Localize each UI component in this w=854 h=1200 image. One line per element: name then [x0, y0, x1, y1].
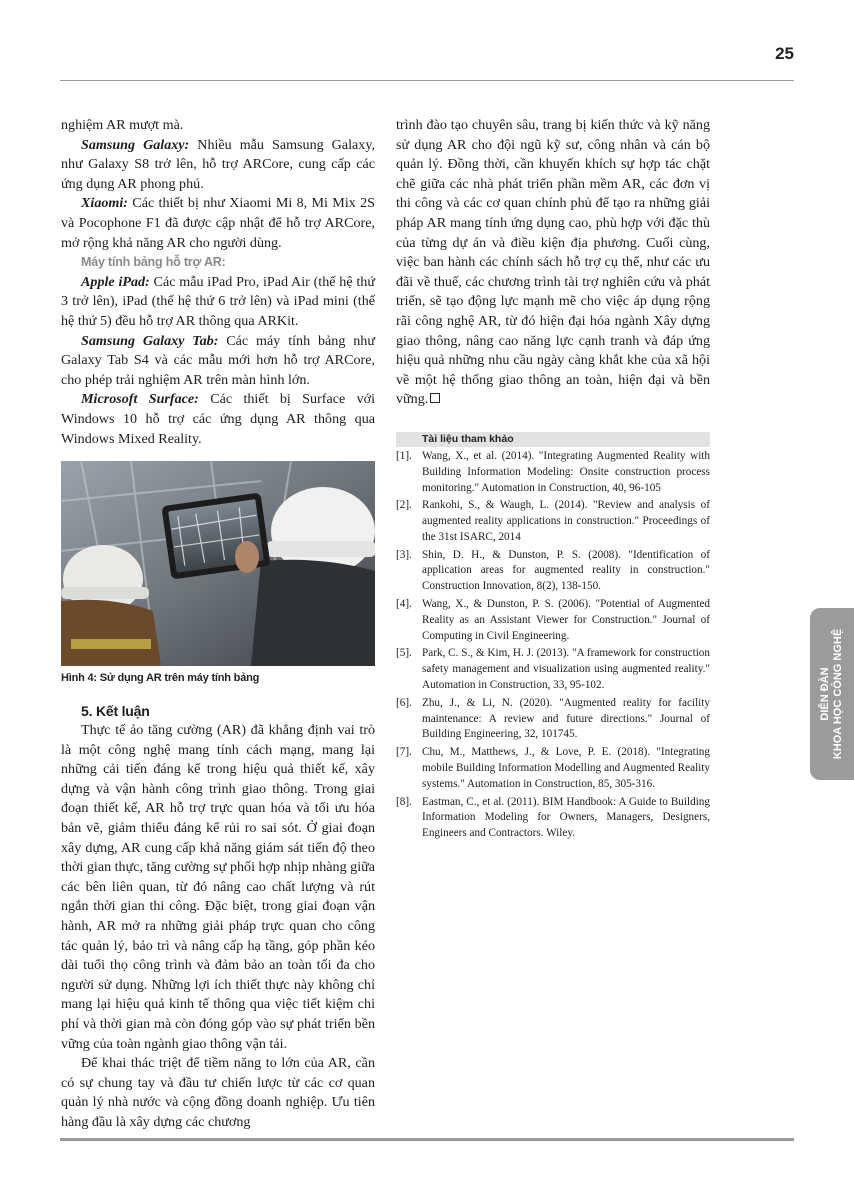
side-tab-label [819, 629, 845, 759]
device-term: Xiaomi: [81, 195, 128, 212]
device-item-apple-ipad [61, 273, 375, 332]
device-item-xiaomi [61, 194, 375, 253]
reference-number: [2]. [396, 499, 412, 512]
intro-line: nghiệm AR mượt mà. [61, 117, 184, 133]
right-column [396, 116, 710, 844]
reference-number: [6]. [396, 696, 412, 709]
reference-text: Park, C. S., & Kim, H. J. (2013). "A framework for construction safety management and visualization using augmented reality." Automation in Construction, 33, 95-102. [422, 647, 710, 692]
reference-number: [7]. [396, 746, 412, 759]
device-term: Apple iPad: [81, 273, 150, 290]
conclusion-continuation [396, 116, 710, 410]
device-item-galaxy-tab [61, 332, 375, 391]
conclusion-paragraph-1: Thực tế ảo tăng cường (AR) đã khẳng định vai trò là một công nghệ mang tính cách mạng, mang lại những cải tiến đáng kể trong hiệu quả thiết kế, xây dựng và vận hành công trình giao thông. Trong giai đoạn thiết kế, AR hỗ trợ trực quan hóa và tối ưu hóa bản vẽ, giảm thiểu đáng kể rủi ro sai sót. Ở giai đoạn xây dựng, AR cung cấp khả năng giám sát tiến độ theo thời gian thực, tăng cường sự phối hợp nhịp nhàng giữa các bên liên quan, từ đó nâng cao chất lượng và rút ngắn thời gian thi công. Đặc biệt, trong giai đoạn vận hành, AR mở ra những giải pháp trực quan cho công tác quản lý, bảo trì và nâng cấp hạ tầng, góp phần kéo dài tuổi thọ công trình và đảm bảo an toàn tối đa cho người sử dụng. Những lợi ích thiết thực này không chỉ mang lại hiệu quả kinh tế thông qua việc tiết kiệm chi phí và thời gian mà còn đóng góp vào sự phát triển bền vững của toàn ngành giao thông vận tải. [61, 722, 375, 1052]
tablets-subheading: Máy tính bảng hỗ trợ AR: [81, 255, 226, 270]
reference-number: [4]. [396, 598, 412, 611]
reference-item [396, 449, 710, 496]
reference-item [396, 745, 710, 792]
device-text: Các thiết bị Surface với Windows 10 hỗ trợ các ứng dụng AR thông qua Windows Mixed Reality. [61, 391, 375, 447]
references-title: Tài liệu tham khảo [396, 432, 710, 447]
reference-text: Rankohi, S., & Waugh, L. (2014). "Review and analysis of augmented reality applications in construction." Proceedings of the 31st ISARC, 2014 [422, 499, 710, 543]
reference-item [396, 548, 710, 595]
footer-rule [60, 1138, 794, 1141]
reference-item [396, 498, 710, 545]
side-tab-line-1: DIỄN ĐÀN [819, 667, 831, 721]
reference-item [396, 696, 710, 743]
device-text: Nhiều mẫu Samsung Galaxy, như Galaxy S8 trở lên, hỗ trợ ARCore, cung cấp các ứng dụng AR phong phú. [61, 136, 375, 192]
reference-number: [1]. [396, 449, 412, 462]
header-rule [60, 80, 794, 81]
reference-text: Shin, D. H., & Dunston, P. S. (2008). "Identification of application areas for augmented reality in construction." Construction Innovation, 8(2), 138-150. [422, 548, 710, 593]
reference-number: [8]. [396, 795, 412, 808]
reference-item [396, 646, 710, 693]
device-term: Microsoft Surface: [81, 391, 199, 408]
reference-number: [3]. [396, 548, 412, 561]
reference-number: [5]. [396, 647, 412, 660]
end-mark-icon [430, 393, 440, 403]
figure-ar-tablet-photo [61, 461, 375, 666]
page-number: 25 [775, 44, 794, 63]
device-text: Các thiết bị như Xiaomi Mi 8, Mi Mix 2S và Pocophone F1 đã được cập nhật để hỗ trợ ARCore, mở rộng khả năng AR cho người dùng. [61, 195, 375, 251]
reference-item [396, 597, 710, 644]
reference-text: Eastman, C., et al. (2011). BIM Handbook: A Guide to Building Information Modeling for Owners, Managers, Designers, Engineers and Contractors. Wiley. [422, 795, 710, 840]
device-text: Các mẫu iPad Pro, iPad Air (thế hệ thứ 3 trở lên), iPad (thế hệ thứ 6 trở lên) và iPad mini (thế hệ thứ 5) đều hỗ trợ AR thông qua ARKit. [61, 273, 375, 329]
left-column [61, 116, 375, 1133]
device-term: Samsung Galaxy Tab: [81, 332, 219, 349]
device-item-samsung-galaxy [61, 136, 375, 195]
side-tab-line-2: KHOA HỌC CÔNG NGHỆ [832, 628, 844, 760]
device-term: Samsung Galaxy: [81, 136, 190, 153]
reference-text: Zhu, J., & Li, N. (2020). "Augmented reality for facility maintenance: A review and future directions." Journal of Building Engineering, 32, 101745. [422, 696, 710, 741]
figure-caption: Hình 4: Sử dụng AR trên máy tính bảng [61, 672, 260, 685]
continuation-text: trình đào tạo chuyên sâu, trang bị kiến thức và kỹ năng sử dụng AR cho đội ngũ kỹ sư, công nhân và cán bộ quản lý. Đồng thời, cần khuyến khích sự hợp tác chặt chẽ giữa các nhà phát triển phần mềm AR, các đơn vị thi công và các cơ quan chính phủ để tạo ra những giải pháp AR mang tính ứng dụng cao, phù hợp với đặc thù của từng dự án và điều kiện địa phương. Cuối cùng, việc ban hành các chính sách hỗ trợ cụ thể, như các ưu đãi về thuế, các chương trình tài trợ nghiên cứu và phát triển, sẽ tạo động lực mạnh mẽ cho việc áp dụng rộng rãi công nghệ AR, từ đó hiện đại hóa ngành Xây dựng giao thông, nâng cao năng lực cạnh tranh và đáp ứng hiệu quả những nhu cầu ngày càng khắt khe của xã hội về một hệ thống giao thông an toàn, hiện đại và bền vững. [396, 117, 710, 408]
reference-text: Chu, M., Matthews, J., & Love, P. E. (2018). "Integrating mobile Building Information Modelling and Augmented Reality systems." Automation in Construction, 85, 305-316. [422, 746, 710, 790]
device-text: Các máy tính bảng như Galaxy Tab S4 và các mẫu mới hơn hỗ trợ ARCore, cho phép trải nghiệm AR trên màn hình lớn. [61, 332, 375, 388]
reference-text: Wang, X., & Dunston, P. S. (2006). "Potential of Augmented Reality as an Assistant Viewer for Construction." Journal of Computing in Civil Engineering. [422, 598, 710, 642]
reference-item [396, 795, 710, 842]
ar-tablet-illustration [61, 461, 375, 666]
device-item-microsoft-surface [61, 390, 375, 449]
reference-text: Wang, X., et al. (2014). "Integrating Augmented Reality with Building Information Modeling: Onsite construction process monitoring." Automation in Construction, 40, 96-105 [422, 449, 710, 494]
conclusion-paragraph-2: Để khai thác triệt để tiềm năng to lớn của AR, cần có sự chung tay và đầu tư chiến lược từ các cơ quan quản lý nhà nước và cộng đồng doanh nghiệp. Ưu tiên hàng đầu là xây dựng các chương [61, 1055, 375, 1130]
section-heading-conclusion: 5. Kết luận [81, 703, 150, 720]
references-list [396, 449, 710, 842]
side-section-tab [810, 608, 854, 780]
